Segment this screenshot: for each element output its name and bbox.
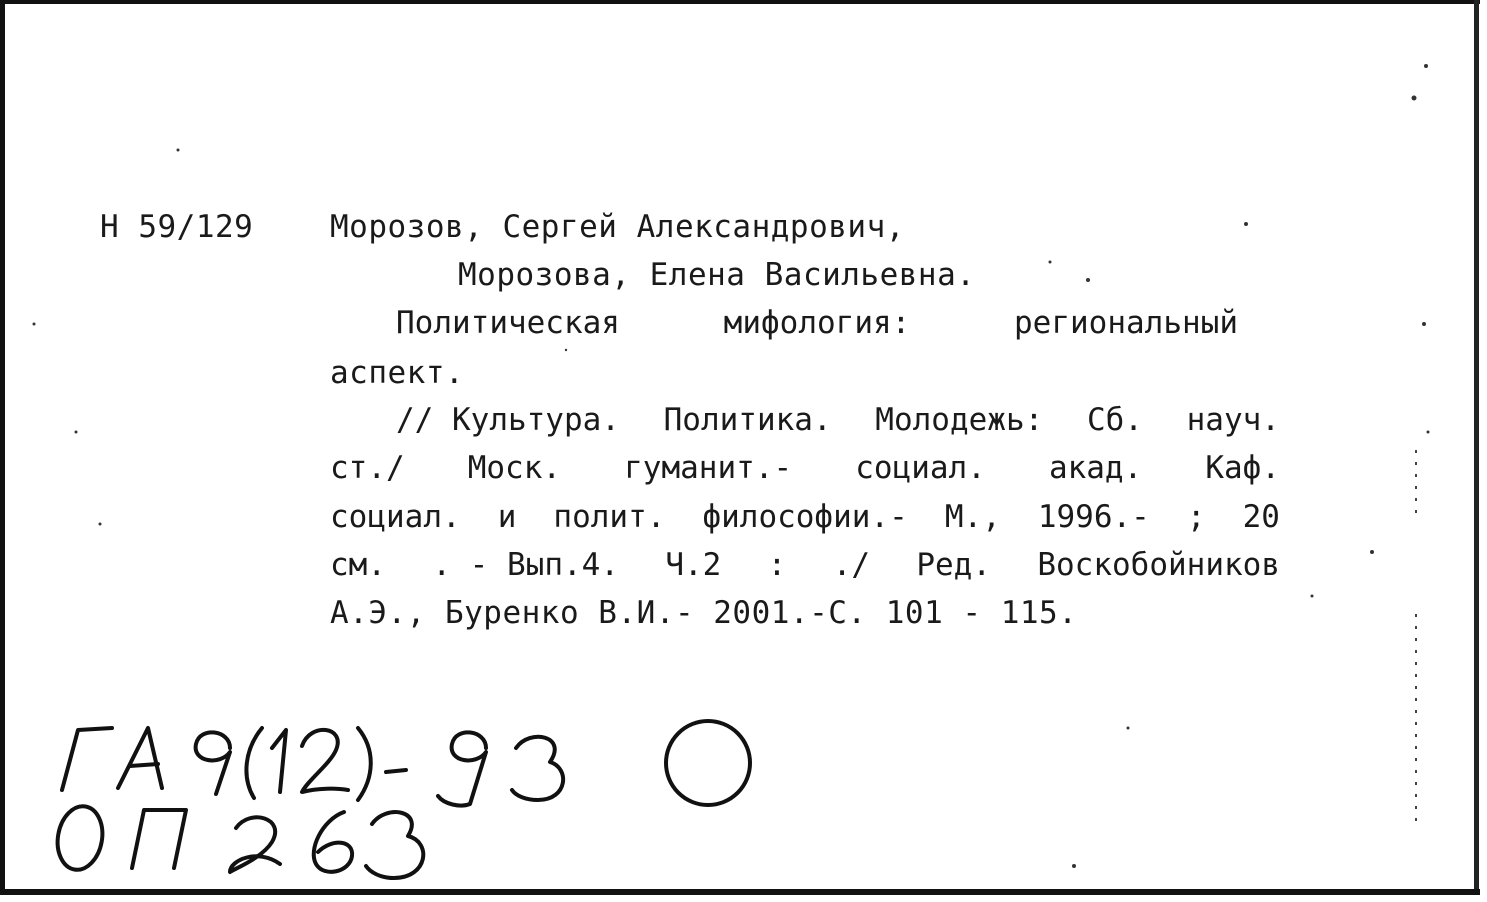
source-word: философии.- [702,499,908,535]
source-word: ст./ [330,450,405,486]
source-line-3 [330,499,1280,535]
source-word: см. [330,547,386,583]
secondary-author: Морозова, Елена Васильевна. [458,257,976,293]
source-word: Молодежь: [875,402,1044,438]
source-word: 1996.- [1037,499,1150,535]
source-word: Ч.2 [665,547,722,583]
source-word: 20 [1242,499,1280,535]
title-word: мифология: [723,305,911,341]
source-word: М., [944,499,1001,535]
source-word: полит. [553,499,666,535]
source-word: Ред. [916,547,992,583]
source-word: Политика. [663,402,832,438]
source-line-5: А.Э., Буренко В.И.- 2001.-С. 101 - 115. [330,595,1078,631]
source-line-2 [330,450,1280,486]
title-word: региональный [1014,305,1238,341]
source-word: ; [1186,499,1206,535]
title-continuation: аспект. [330,355,465,391]
source-word: Сб. [1086,402,1143,438]
title-line [396,305,1238,341]
card-border-right [1474,0,1479,895]
source-word: гуманит.- [624,450,793,486]
source-word: социал. [855,450,986,486]
source-word: акад. [1048,450,1143,486]
title-word: Политическая [396,305,620,341]
source-word: ./ [832,547,871,583]
source-word: и [497,499,517,535]
source-word: . - Вып.4. [432,547,619,583]
source-word: : [767,547,787,583]
source-word: Каф. [1205,450,1280,486]
source-line-1 [396,402,1280,438]
shelf-mark: Н 59/129 [100,209,254,245]
source-line-4 [330,547,1280,583]
source-word: Воскобойников [1037,547,1280,583]
primary-author: Морозов, Сергей Александрович, [330,209,905,245]
source-word: Моск. [467,450,562,486]
source-word: социал. [330,499,461,535]
card-border-left [0,2,5,894]
source-word: науч. [1186,402,1280,438]
source-word: // Культура. [396,402,620,438]
handwritten-classification [40,700,800,890]
card-border-top [0,0,1480,4]
